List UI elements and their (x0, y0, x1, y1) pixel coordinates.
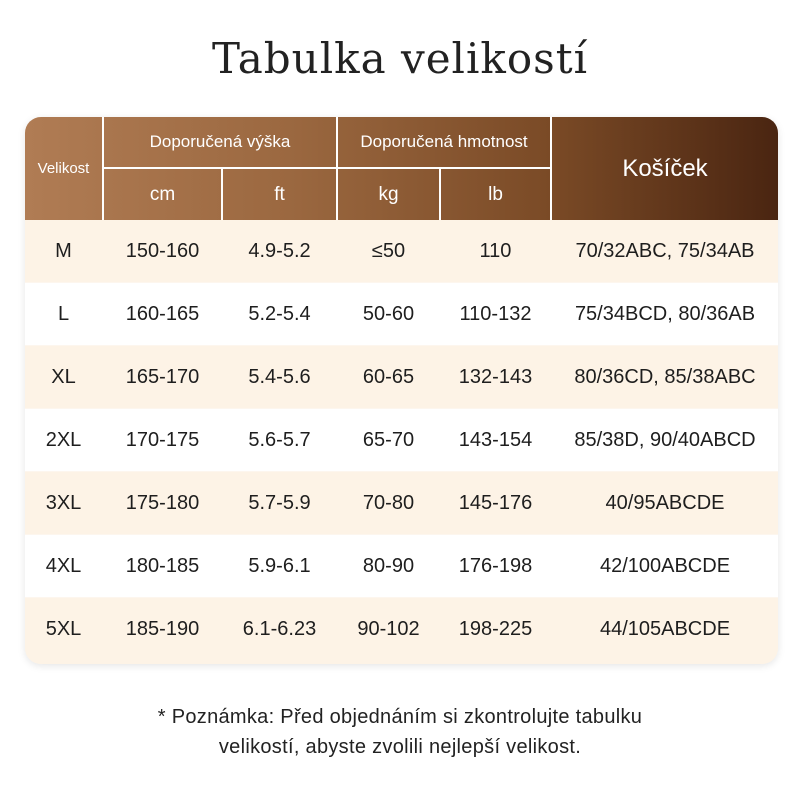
cell-ft: 5.7-5.9 (248, 491, 311, 514)
cell-cm: 165-170 (125, 365, 200, 388)
cell-cup: 80/36CD, 85/38ABC (574, 365, 756, 388)
cell-lb: 110 (479, 239, 512, 262)
cell-cm: 170-175 (125, 428, 200, 451)
cell-cm: 180-185 (125, 554, 200, 577)
cell-cup: 70/32ABC, 75/34AB (575, 239, 755, 262)
table-row (25, 220, 778, 282)
header-divider (439, 169, 441, 220)
cell-cm: 150-160 (125, 239, 200, 262)
cell-cm: 160-165 (125, 302, 200, 325)
cell-ft: 5.4-5.6 (248, 365, 311, 388)
table-row (25, 535, 778, 597)
footnote-line-2: velikostí, abyste zvolili nejlepší velikost. (218, 736, 582, 758)
cell-kg: 70-80 (362, 491, 415, 514)
cell-lb: 143-154 (458, 428, 533, 451)
header-divider (102, 167, 552, 169)
table-row (25, 346, 778, 408)
cell-cup: 44/105ABCDE (599, 617, 731, 640)
cell-kg: 50-60 (362, 302, 415, 325)
size-table (25, 117, 778, 664)
header-cm: cm (149, 183, 176, 205)
header-height: Doporučená výška (149, 132, 291, 151)
page-title: Tabulka velikostí (211, 34, 589, 83)
cell-ft: 4.9-5.2 (248, 239, 311, 262)
cell-lb: 145-176 (458, 491, 533, 514)
header-kg: kg (378, 183, 399, 205)
cell-kg: 60-65 (362, 365, 415, 388)
header-lb: lb (488, 183, 503, 205)
cell-kg: 65-70 (362, 428, 415, 451)
cell-cup: 40/95ABCDE (605, 491, 725, 514)
cell-ft: 5.6-5.7 (248, 428, 311, 451)
cell-ft: 5.9-6.1 (248, 554, 311, 577)
cell-size: 4XL (45, 554, 82, 577)
cell-ft: 6.1-6.23 (242, 617, 317, 640)
cell-lb: 110-132 (459, 302, 532, 325)
cell-kg: 80-90 (362, 554, 415, 577)
footnote (0, 702, 800, 762)
cell-size: 2XL (45, 428, 82, 451)
header-weight: Doporučená hmotnost (360, 132, 528, 151)
header-cup: Košíček (622, 154, 708, 182)
footnote-line-1: * Poznámka: Před objednáním si zkontrolujte tabulku (157, 706, 643, 728)
cell-lb: 176-198 (458, 554, 533, 577)
table-row (25, 598, 778, 664)
table-row (25, 409, 778, 471)
table-header (25, 117, 778, 220)
cell-ft: 5.2-5.4 (248, 302, 311, 325)
cell-kg: 90-102 (357, 617, 420, 640)
header-ft: ft (274, 183, 285, 205)
table-row (25, 283, 778, 345)
cell-size: 5XL (45, 617, 82, 640)
cell-size: XL (51, 365, 76, 388)
cell-kg: ≤50 (371, 239, 406, 262)
cell-cup: 75/34BCD, 80/36AB (574, 302, 756, 325)
cell-cm: 175-180 (125, 491, 200, 514)
cell-cup: 42/100ABCDE (599, 554, 731, 577)
cell-cup: 85/38D, 90/40ABCD (574, 428, 756, 451)
cell-lb: 132-143 (458, 365, 533, 388)
cell-cm: 185-190 (125, 617, 200, 640)
cell-size: 3XL (45, 491, 82, 514)
table-row (25, 472, 778, 534)
header-size: Velikost (37, 160, 90, 177)
cell-lb: 198-225 (458, 617, 533, 640)
cell-size: L (57, 302, 70, 325)
header-divider (221, 169, 223, 220)
cell-size: M (55, 239, 72, 262)
